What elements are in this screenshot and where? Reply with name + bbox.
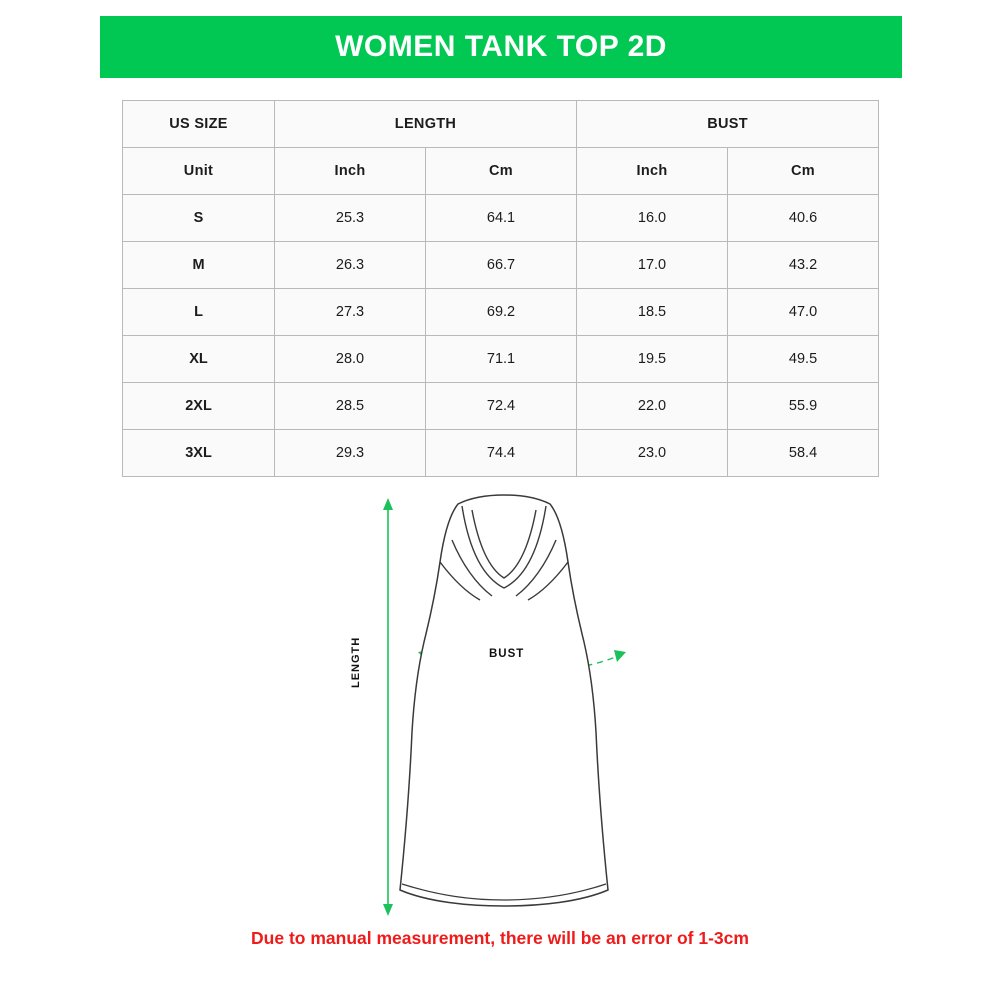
cell-length-inch: 29.3 (275, 430, 426, 477)
cell-length-inch: 25.3 (275, 195, 426, 242)
cell-size: 2XL (123, 383, 275, 430)
cell-size: 3XL (123, 430, 275, 477)
table-row (123, 195, 879, 242)
cell-bust-cm: 58.4 (728, 430, 879, 477)
cell-bust-cm: 55.9 (728, 383, 879, 430)
column-header-unit: Unit (123, 148, 275, 195)
page-title: WOMEN TANK TOP 2D (335, 30, 667, 63)
cell-length-cm: 74.4 (426, 430, 577, 477)
length-arrow-head-bottom (383, 904, 393, 916)
header-banner (100, 16, 902, 78)
column-header-us-size: US SIZE (123, 101, 275, 148)
cell-length-cm: 66.7 (426, 242, 577, 289)
cell-length-cm: 72.4 (426, 383, 577, 430)
cell-size: L (123, 289, 275, 336)
cell-length-inch: 26.3 (275, 242, 426, 289)
cell-length-inch: 27.3 (275, 289, 426, 336)
length-arrow-head-top (383, 498, 393, 510)
cell-length-cm: 71.1 (426, 336, 577, 383)
cell-bust-inch: 23.0 (577, 430, 728, 477)
column-header-length-cm: Cm (426, 148, 577, 195)
cell-length-cm: 69.2 (426, 289, 577, 336)
cell-length-cm: 64.1 (426, 195, 577, 242)
table-unit-header-row (123, 148, 879, 195)
length-dimension-label: LENGTH (350, 636, 362, 688)
garment-diagram (340, 492, 670, 922)
cell-bust-inch: 16.0 (577, 195, 728, 242)
cell-bust-cm: 49.5 (728, 336, 879, 383)
column-header-length-inch: Inch (275, 148, 426, 195)
cell-size: S (123, 195, 275, 242)
cell-length-inch: 28.5 (275, 383, 426, 430)
cell-length-inch: 28.0 (275, 336, 426, 383)
size-table-wrapper (122, 100, 878, 477)
cell-bust-cm: 47.0 (728, 289, 879, 336)
cell-bust-inch: 19.5 (577, 336, 728, 383)
cell-bust-cm: 43.2 (728, 242, 879, 289)
bust-dimension-label: BUST (489, 648, 525, 660)
size-table (122, 100, 879, 477)
cell-size: XL (123, 336, 275, 383)
bust-arrow-head-right (614, 650, 626, 662)
column-header-length: LENGTH (275, 101, 577, 148)
table-row (123, 289, 879, 336)
table-row (123, 336, 879, 383)
cell-bust-inch: 22.0 (577, 383, 728, 430)
table-row (123, 383, 879, 430)
cell-bust-cm: 40.6 (728, 195, 879, 242)
tank-top-outline (400, 495, 608, 906)
column-header-bust-inch: Inch (577, 148, 728, 195)
column-header-bust-cm: Cm (728, 148, 879, 195)
table-row (123, 242, 879, 289)
tank-top-illustration (340, 492, 670, 922)
cell-bust-inch: 18.5 (577, 289, 728, 336)
cell-size: M (123, 242, 275, 289)
table-group-header-row (123, 101, 879, 148)
measurement-disclaimer: Due to manual measurement, there will be an error of 1-3cm (251, 928, 749, 948)
table-row (123, 430, 879, 477)
cell-bust-inch: 17.0 (577, 242, 728, 289)
column-header-bust: BUST (577, 101, 879, 148)
